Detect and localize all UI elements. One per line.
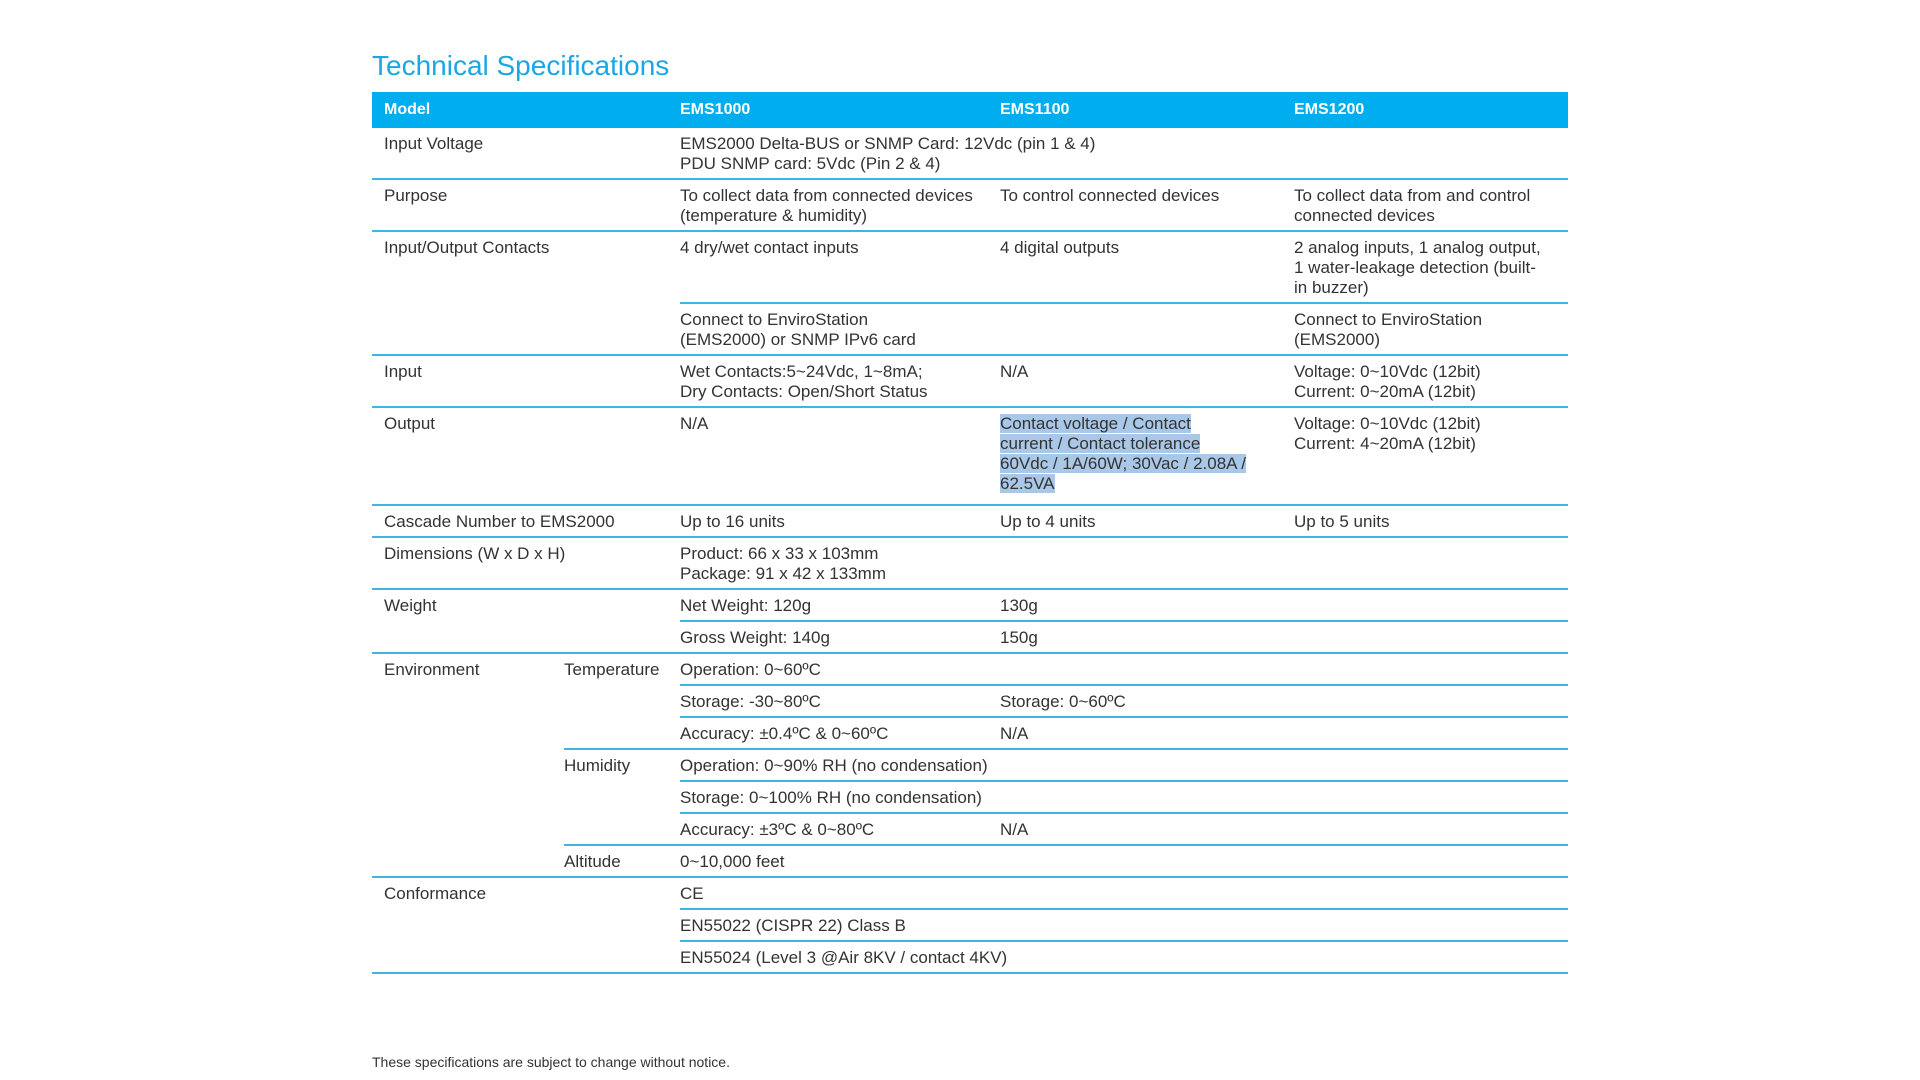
row-io-contacts (372, 231, 1568, 303)
row-input-voltage (372, 128, 1568, 179)
value-line: PDU SNMP card: 5Vdc (Pin 2 & 4) (680, 154, 941, 173)
temp-storage-ems1000: Storage: -30~80ºC (680, 685, 1000, 717)
sub-label-temperature: Temperature (564, 653, 680, 749)
output-ems1200 (1294, 407, 1568, 505)
output-ems1000: N/A (680, 407, 1000, 505)
footnote: These specifications are subject to change without notice. (372, 1054, 730, 1070)
value-line: 62.5VA (1000, 474, 1055, 493)
connect-ems1200 (1294, 303, 1568, 355)
temp-accuracy-ems1000: Accuracy: ±0.4ºC & 0~60ºC (680, 717, 1000, 749)
value-line: Connect to EnviroStation (680, 310, 869, 329)
row-weight-net (372, 589, 1568, 621)
input-ems1100: N/A (1000, 355, 1294, 407)
value-line: To collect data from connected devices (680, 186, 973, 205)
input-ems1000 (680, 355, 1000, 407)
header-model: Model (372, 92, 564, 128)
input-voltage-value (680, 128, 1568, 179)
selected-text[interactable] (1000, 414, 1246, 493)
conformance-ce: CE (680, 877, 1568, 909)
gross-weight-ems1100: 150g (1000, 621, 1294, 653)
gross-weight-ems1000: Gross Weight: 140g (680, 621, 1000, 653)
header-ems1100: EMS1100 (1000, 92, 1294, 128)
row-label: Conformance (372, 877, 680, 973)
purpose-ems1000 (680, 179, 1000, 231)
value-line: Wet Contacts:5~24Vdc, 1~8mA; (680, 362, 923, 381)
page-title: Technical Specifications (372, 50, 670, 81)
value-line: 2 analog inputs, 1 analog output, (1294, 238, 1541, 257)
purpose-ems1100: To control connected devices (1000, 179, 1294, 231)
sub-label-humidity: Humidity (564, 749, 680, 845)
value-line: Current: 0~20mA (12bit) (1294, 382, 1476, 401)
row-label: Input (372, 355, 680, 407)
cascade-ems1200: Up to 5 units (1294, 505, 1568, 537)
value-line: (EMS2000) (1294, 330, 1380, 349)
io-ems1200 (1294, 231, 1568, 303)
row-purpose (372, 179, 1568, 231)
spec-table (372, 92, 1568, 974)
sub-label-altitude: Altitude (564, 845, 680, 877)
value-line: current / Contact tolerance (1000, 434, 1201, 453)
value-line: connected devices (1294, 206, 1435, 225)
table-header-row (372, 92, 1568, 128)
row-label: Environment (372, 653, 564, 877)
net-weight-ems1100: 130g (1000, 589, 1294, 621)
value-line: 60Vdc / 1A/60W; 30Vac / 2.08A / (1000, 454, 1247, 473)
net-weight-ems1000: Net Weight: 120g (680, 589, 1000, 621)
value-line: (EMS2000) or SNMP IPv6 card (680, 330, 916, 349)
connect-ems1100 (1000, 303, 1294, 355)
value-line: Voltage: 0~10Vdc (12bit) (1294, 362, 1481, 381)
value-line: EMS2000 Delta-BUS or SNMP Card: 12Vdc (pin 1 & 4) (680, 134, 1096, 153)
value-line: Package: 91 x 42 x 133mm (680, 564, 887, 583)
io-ems1000: 4 dry/wet contact inputs (680, 231, 1000, 303)
value-line: Voltage: 0~10Vdc (12bit) (1294, 414, 1481, 433)
purpose-ems1200 (1294, 179, 1568, 231)
row-input (372, 355, 1568, 407)
header-ems1200: EMS1200 (1294, 92, 1568, 128)
value-line: in buzzer) (1294, 278, 1369, 297)
row-label: Purpose (372, 179, 680, 231)
input-ems1200 (1294, 355, 1568, 407)
net-weight-ems1200 (1294, 589, 1568, 621)
hum-storage: Storage: 0~100% RH (no condensation) (680, 781, 1568, 813)
row-label: Input/Output Contacts (372, 231, 680, 355)
row-output (372, 407, 1568, 505)
altitude-value: 0~10,000 feet (680, 845, 1568, 877)
value-line: (temperature & humidity) (680, 206, 868, 225)
value-line: Current: 4~20mA (12bit) (1294, 434, 1476, 453)
hum-accuracy-ems1100: N/A (1000, 813, 1568, 845)
row-dimensions (372, 537, 1568, 589)
value-line: Product: 66 x 33 x 103mm (680, 544, 879, 563)
value-line: 1 water-leakage detection (built- (1294, 258, 1536, 277)
row-label: Dimensions (W x D x H) (372, 537, 680, 589)
row-label: Cascade Number to EMS2000 (372, 505, 680, 537)
value-line: Contact voltage / Contact (1000, 414, 1191, 433)
temp-operation: Operation: 0~60ºC (680, 653, 1568, 685)
header-spacer (564, 92, 680, 128)
row-conformance-ce (372, 877, 1568, 909)
dimensions-value (680, 537, 1568, 589)
cascade-ems1100: Up to 4 units (1000, 505, 1294, 537)
value-line: Dry Contacts: Open/Short Status (680, 382, 928, 401)
conformance-en55022: EN55022 (CISPR 22) Class B (680, 909, 1568, 941)
value-line: Connect to EnviroStation (1294, 310, 1483, 329)
temp-accuracy-ems1100: N/A (1000, 717, 1568, 749)
hum-operation: Operation: 0~90% RH (no condensation) (680, 749, 1568, 781)
temp-storage-ems1100: Storage: 0~60ºC (1000, 685, 1568, 717)
row-label: Input Voltage (372, 128, 680, 179)
conformance-en55024: EN55024 (Level 3 @Air 8KV / contact 4KV) (680, 941, 1568, 973)
output-ems1100 (1000, 407, 1294, 505)
value-line: To collect data from and control (1294, 186, 1531, 205)
row-label: Weight (372, 589, 680, 653)
row-cascade (372, 505, 1568, 537)
connect-ems1000 (680, 303, 1000, 355)
io-ems1100: 4 digital outputs (1000, 231, 1294, 303)
row-temp-operation (372, 653, 1568, 685)
cascade-ems1000: Up to 16 units (680, 505, 1000, 537)
gross-weight-ems1200 (1294, 621, 1568, 653)
hum-accuracy-ems1000: Accuracy: ±3ºC & 0~80ºC (680, 813, 1000, 845)
row-label: Output (372, 407, 680, 505)
header-ems1000: EMS1000 (680, 92, 1000, 128)
